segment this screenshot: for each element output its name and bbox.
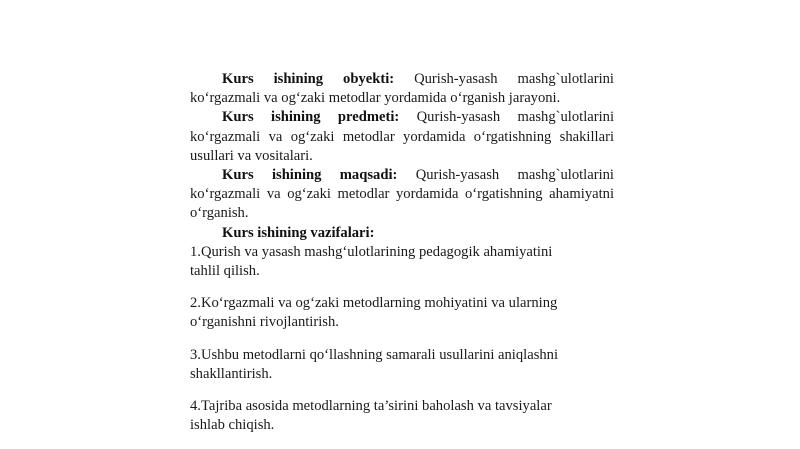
task-item-4: 4.Tajriba asosida metodlarning ta’sirini baholash va tavsiyalar ishlab chiqish. [190,398,552,434]
subject-paragraph [190,108,614,166]
subject-text: Qurish-yasash mashg`ulotlarini ko‘rgazmali va og‘zaki metodlar yordamida o‘rgatishning shakillari usullari va vositalari. [190,109,614,164]
task-item-2: 2.Ko‘rgazmali va og‘zaki metodlarning mohiyatini va ularning o‘rganishni rivojlantirish. [190,295,558,331]
object-label: Kurs ishining obyekti: [222,71,395,87]
subject-label: Kurs ishining predmeti: [222,109,400,126]
goal-paragraph [190,166,614,224]
task-item-3: 3.Ushbu metodlarni qo‘llashning samarali usullarini aniqlashni shakllantirish. [190,346,559,382]
task-item-1: 1.Qurish va yasash mashg‘ulotlarining pedagogik ahamiyatini tahlil qilish. [190,243,553,280]
goal-label: Kurs ishining maqsadi: [222,167,398,184]
goal-text: Qurish-yasash mashg`ulotlarini ko‘rgazmali va og‘zaki metodlar yordamida o‘rgatishning ahamiyatni o‘rganish. [190,167,614,222]
document-page [190,70,614,448]
object-paragraph [190,70,614,108]
object-text: Qurish-yasash mashg`ulotlarini ko‘rgazmali va og‘zaki metodlar yordamida o‘rganish jarayoni. [190,71,614,107]
tasks-heading: Kurs ishining vazifalari: [222,224,375,241]
